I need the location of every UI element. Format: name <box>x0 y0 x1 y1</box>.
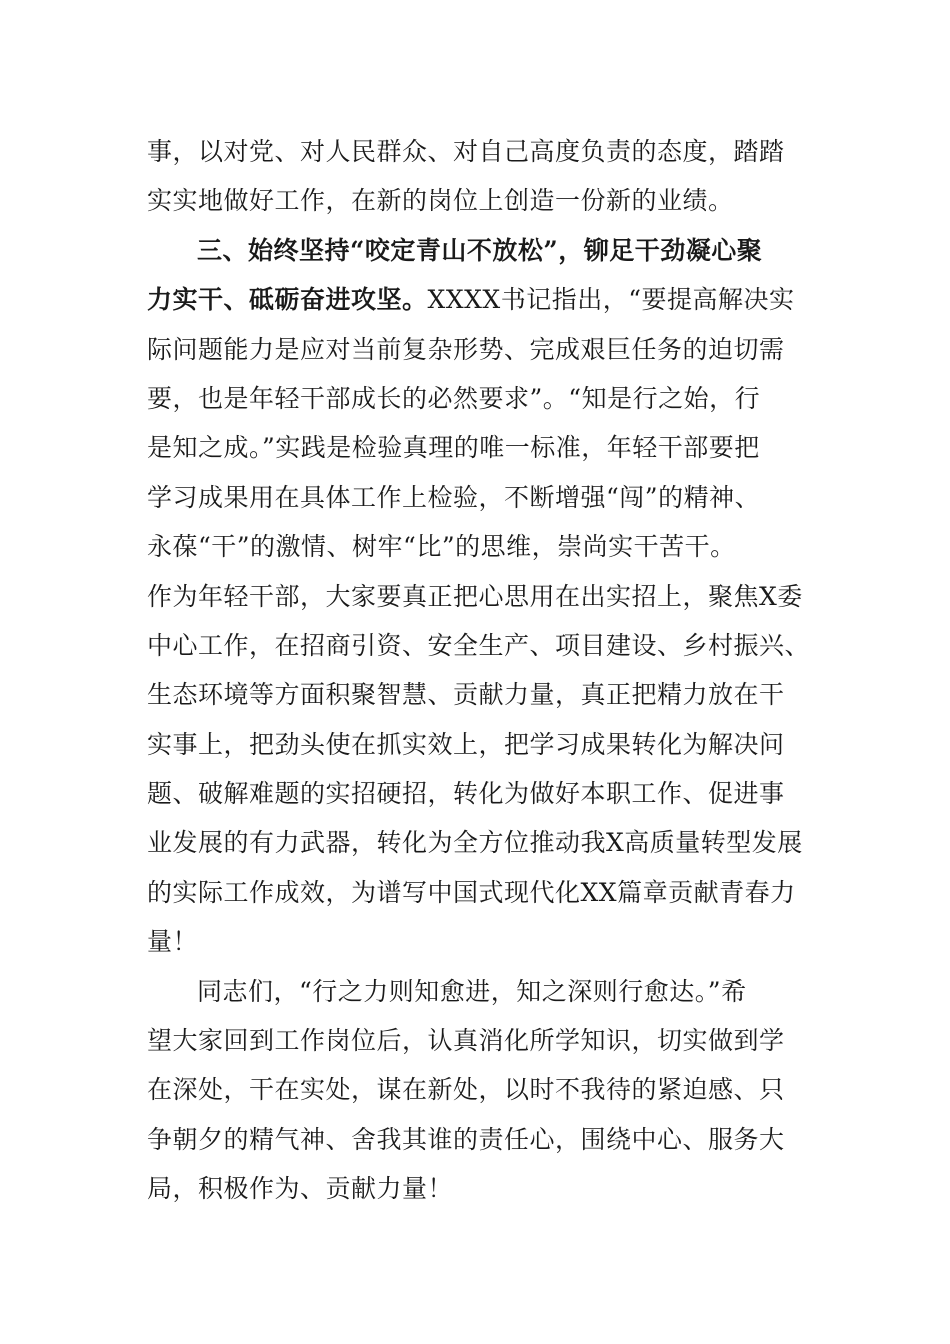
body-text: 学习成果用在具体工作上检验，不断增强“闯”的精神、 <box>147 482 761 512</box>
body-text: 永葆“干”的激情、树牢“比”的思维，崇尚实干苦干。 <box>147 532 736 562</box>
body-text: 的实际工作成效，为谱写中国式现代化XX篇章贡献青春力 <box>147 877 796 907</box>
text-line <box>147 818 807 867</box>
text-line <box>147 1115 807 1164</box>
text-line <box>147 670 807 719</box>
body-text: 要，也是年轻干部成长的必然要求”。“知是行之始，行 <box>147 383 761 413</box>
body-text: 是知之成。”实践是检验真理的唯一标准，年轻干部要把 <box>147 433 760 463</box>
text-line <box>147 1016 807 1065</box>
body-text: XXXX书记指出，“要提高解决实 <box>427 285 795 315</box>
text-line <box>147 621 811 670</box>
body-text: 中心工作，在招商引资、安全生产、项目建设、乡村振兴、 <box>147 630 811 660</box>
body-text: 生态环境等方面积聚智慧、贡献力量，真正把精力放在干 <box>147 680 785 710</box>
paragraph-p3 <box>147 967 807 1214</box>
body-text: 实实地做好工作，在新的岗位上创造一份新的业绩。 <box>147 186 734 216</box>
text-line <box>147 769 807 818</box>
text-line <box>147 275 807 324</box>
text-line <box>147 176 807 225</box>
text-line <box>147 1065 807 1114</box>
body-text: 际问题能力是应对当前复杂形势、完成艰巨任务的迫切需 <box>147 334 785 364</box>
body-text: 在深处，干在实处，谋在新处，以时不我待的紧迫感、只 <box>147 1075 785 1105</box>
text-line <box>147 374 807 423</box>
text-line <box>147 423 807 472</box>
paragraph-p1 <box>147 127 807 226</box>
body-text: 量！ <box>147 927 199 957</box>
body-text: 实事上，把劲头使在抓实效上，把学习成果转化为解决问 <box>147 729 785 759</box>
body-text: 事，以对党、对人民群众、对自己高度负责的态度，踏踏 <box>147 137 785 166</box>
heading-text: 三、始终坚持“咬定青山不放松”，铆足干劲凝心聚 <box>197 235 763 265</box>
text-line <box>147 720 807 769</box>
heading-text: 力实干、砥砺奋进攻坚。 <box>147 285 428 315</box>
body-text: 争朝夕的精气神、舍我其谁的责任心，围绕中心、服务大 <box>147 1124 785 1154</box>
text-line <box>147 127 807 176</box>
text-line <box>147 226 807 275</box>
body-text: 作为年轻干部，大家要真正把心思用在出实招上，聚焦X委 <box>147 581 803 611</box>
text-line <box>147 522 807 571</box>
text-line <box>147 473 807 522</box>
body-text: 同志们，“行之力则知愈进，知之深则行愈达。”希 <box>197 976 747 1006</box>
text-line <box>147 572 807 621</box>
body-text: 题、破解难题的实招硬招，转化为做好本职工作、促进事 <box>147 779 785 809</box>
document-page <box>147 127 811 1214</box>
text-line <box>147 917 807 966</box>
body-text: 局，积极作为、贡献力量！ <box>147 1174 454 1204</box>
body-text: 望大家回到工作岗位后，认真消化所学知识，切实做到学 <box>147 1026 785 1056</box>
text-line <box>147 868 807 917</box>
text-line <box>147 967 807 1016</box>
text-line <box>147 325 807 374</box>
body-text: 业发展的有力武器，转化为全方位推动我X高质量转型发展 <box>147 828 803 858</box>
paragraph-p2 <box>147 226 811 967</box>
document-body <box>147 127 811 1214</box>
text-line <box>147 1164 807 1213</box>
